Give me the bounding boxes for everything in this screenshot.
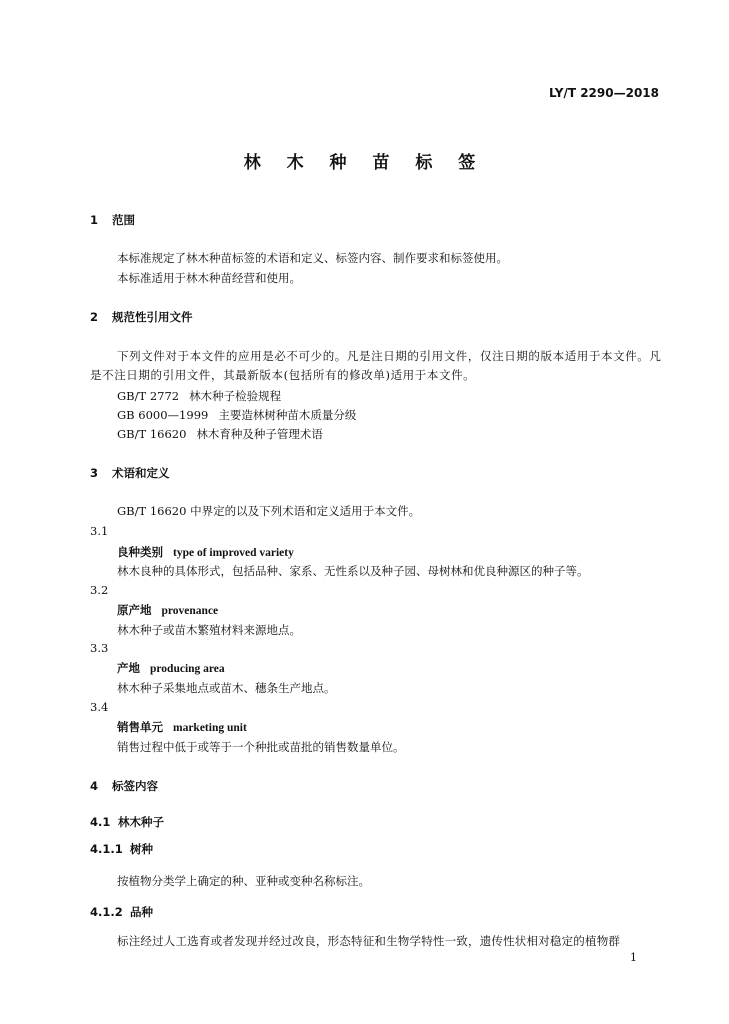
term-en: type of improved variety — [173, 547, 294, 559]
term-zh: 产地 — [117, 661, 140, 675]
reference-item — [117, 426, 323, 442]
term-heading — [117, 602, 218, 618]
section-title: 标签内容 — [112, 779, 158, 793]
section-number: 2 — [90, 310, 99, 324]
term-heading — [117, 544, 294, 560]
subsection-title: 林木种子 — [118, 815, 164, 829]
subsection-heading — [90, 841, 153, 857]
section-heading — [90, 778, 158, 794]
subsection-heading — [90, 904, 153, 920]
term-en: provenance — [161, 605, 219, 617]
reference-title: 林木育种及种子管理术语 — [196, 427, 323, 441]
reference-code: GB/T 2772 — [117, 389, 180, 403]
term-heading — [117, 660, 225, 676]
subsection-heading — [90, 814, 164, 830]
term-zh: 销售单元 — [117, 720, 163, 734]
term-zh: 原产地 — [117, 603, 152, 617]
terms-intro: GB/T 16620 中界定的以及下列术语和定义适用于本文件。 — [117, 504, 421, 518]
term-number: 3.2 — [90, 583, 109, 597]
reference-item — [117, 388, 281, 404]
term-number: 3.4 — [90, 700, 109, 714]
term-en: producing area — [150, 663, 225, 675]
term-heading — [117, 719, 247, 735]
section-number: 3 — [90, 466, 99, 480]
subsection-title: 品种 — [130, 905, 153, 919]
standard-number: LY/T 2290—2018 — [548, 86, 659, 100]
reference-title: 主要造林树种苗木质量分级 — [218, 408, 357, 422]
normative-intro: 下列文件对于本文件的应用是必不可少的。凡是注日期的引用文件，仅注日期的版本适用于本文件。凡是不注日期的引用文件，其最新版本(包括所有的修改单)适用于本文件。 — [90, 349, 662, 382]
term-en: marketing unit — [173, 722, 247, 734]
subsection-number: 4.1.2 — [90, 905, 123, 919]
page-title: 林 木 种 苗 标 签 — [243, 153, 486, 173]
section-title: 规范性引用文件 — [112, 310, 193, 324]
term-definition: 林木种子或苗木繁殖材料来源地点。 — [117, 623, 301, 637]
section-title: 范围 — [112, 213, 135, 227]
section-heading — [90, 212, 135, 228]
term-definition: 林木种子采集地点或苗木、穗条生产地点。 — [117, 681, 336, 695]
section-heading — [90, 309, 193, 325]
reference-code: GB/T 16620 — [117, 427, 187, 441]
subsection-title: 树种 — [130, 842, 153, 856]
term-number: 3.1 — [90, 524, 109, 538]
reference-title: 林木种子检验规程 — [189, 389, 282, 403]
subsection-number: 4.1.1 — [90, 842, 123, 856]
term-number: 3.3 — [90, 641, 109, 655]
term-definition: 林木良种的具体形式，包括品种、家系、无性系以及种子园、母树林和优良种源区的种子等。 — [117, 564, 589, 578]
section-number: 4 — [90, 779, 99, 793]
page-number: 1 — [630, 951, 637, 964]
scope-paragraph: 本标准规定了林木种苗标签的术语和定义、标签内容、制作要求和标签使用。 — [117, 251, 508, 265]
body-paragraph: 标注经过人工选育或者发现并经过改良，形态特征和生物学特性一致，遗传性状相对稳定的植物群 — [117, 934, 621, 948]
body-paragraph: 按植物分类学上确定的种、亚种或变种名称标注。 — [117, 874, 370, 888]
reference-code: GB 6000—1999 — [117, 408, 209, 422]
section-number: 1 — [90, 213, 99, 227]
reference-item — [117, 407, 356, 423]
section-title: 术语和定义 — [112, 466, 170, 480]
scope-paragraph: 本标准适用于林木种苗经营和使用。 — [117, 271, 301, 285]
subsection-number: 4.1 — [90, 815, 111, 829]
term-definition: 销售过程中低于或等于一个种批或苗批的销售数量单位。 — [117, 740, 405, 754]
term-zh: 良种类别 — [117, 545, 163, 559]
section-heading — [90, 465, 170, 481]
